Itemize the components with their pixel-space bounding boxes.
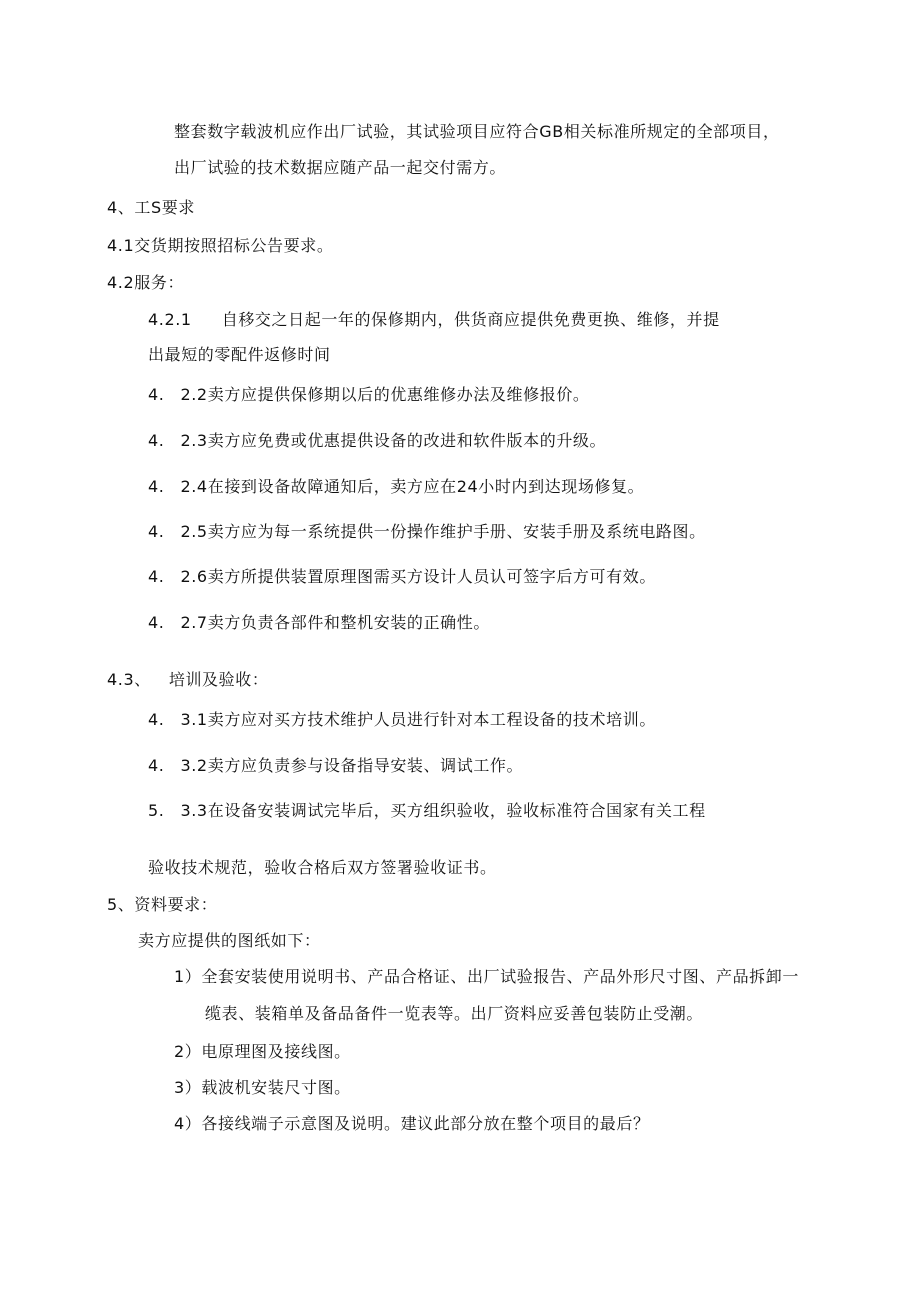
item-number: 4.: [148, 385, 165, 404]
clause-number: 4.3、: [107, 670, 151, 689]
item-number: 4.: [148, 522, 165, 541]
item-number: 4.: [148, 710, 165, 729]
clause-text: 自移交之日起一年的保修期内，供货商应提供免费更换、维修，并提: [221, 310, 720, 329]
item-number: 4.: [148, 756, 165, 775]
item-text: 3.1卖方应对买方技术维护人员进行针对本工程设备的技术培训。: [180, 710, 656, 729]
item-number: 4.: [148, 567, 165, 586]
item-text: 3.3在设备安装调试完毕后，买方组织验收，验收标准符合国家有关工程: [180, 801, 706, 820]
item-number: 4.: [148, 613, 165, 632]
service-item: [148, 612, 490, 634]
item-text: 3.2卖方应负责参与设备指导安装、调试工作。: [180, 756, 524, 775]
clause-continuation: 验收技术规范，验收合格后双方签署验收证书。: [148, 858, 497, 877]
paragraph-line: 出厂试验的技术数据应随产品一起交付需方。: [174, 158, 507, 177]
item-number: 4.: [148, 477, 165, 496]
training-item: [148, 709, 656, 731]
item-text: 2.3卖方应免费或优惠提供设备的改进和软件版本的升级。: [180, 431, 607, 450]
service-item: [148, 430, 606, 452]
list-item: 2）电原理图及接线图。: [174, 1042, 351, 1061]
training-item: [148, 755, 523, 777]
item-text: 2.2卖方应提供保修期以后的优惠维修办法及维修报价。: [180, 385, 590, 404]
item-text: 2.4在接到设备故障通知后，卖方应在24小时内到达现场修复。: [180, 477, 645, 496]
clause-4-2-1: [148, 309, 720, 331]
section-heading: 4、工S要求: [107, 198, 195, 217]
clause-4-3: [107, 669, 268, 691]
list-item: 1）全套安装使用说明书、产品合格证、出厂试验报告、产品外形尺寸图、产品拆卸一: [174, 967, 799, 986]
clause-4-1: 4.1交货期按照招标公告要求。: [107, 236, 334, 255]
list-item: 3）载波机安装尺寸图。: [174, 1078, 351, 1097]
service-item: [148, 476, 644, 498]
clause-4-2: 4.2服务：: [107, 273, 185, 292]
item-text: 2.7卖方负责各部件和整机安装的正确性。: [180, 613, 490, 632]
list-item-continuation: 缆表、装箱单及备品备件一览表等。出厂资料应妥善包装防止受潮。: [205, 1004, 704, 1023]
clause-continuation: 出最短的零配件返修时间: [148, 345, 331, 364]
clause-text: 培训及验收：: [168, 670, 269, 689]
item-number: 4.: [148, 431, 165, 450]
service-item: [148, 566, 656, 588]
list-item: 4）各接线端子示意图及说明。建议此部分放在整个项目的最后？: [174, 1114, 650, 1133]
section-intro: 卖方应提供的图纸如下：: [138, 931, 321, 950]
service-item: [148, 521, 706, 543]
paragraph-line: 整套数字载波机应作出厂试验，其试验项目应符合GB相关标准所规定的全部项目，: [174, 122, 780, 141]
item-number: 5.: [148, 801, 165, 820]
item-text: 2.6卖方所提供装置原理图需买方设计人员认可签字后方可有效。: [180, 567, 656, 586]
section-heading: 5、资料要求：: [107, 895, 218, 914]
clause-number: 4.2.1: [148, 310, 192, 329]
training-item: [148, 800, 706, 822]
service-item: [148, 384, 590, 406]
item-text: 2.5卖方应为每一系统提供一份操作维护手册、安装手册及系统电路图。: [180, 522, 706, 541]
